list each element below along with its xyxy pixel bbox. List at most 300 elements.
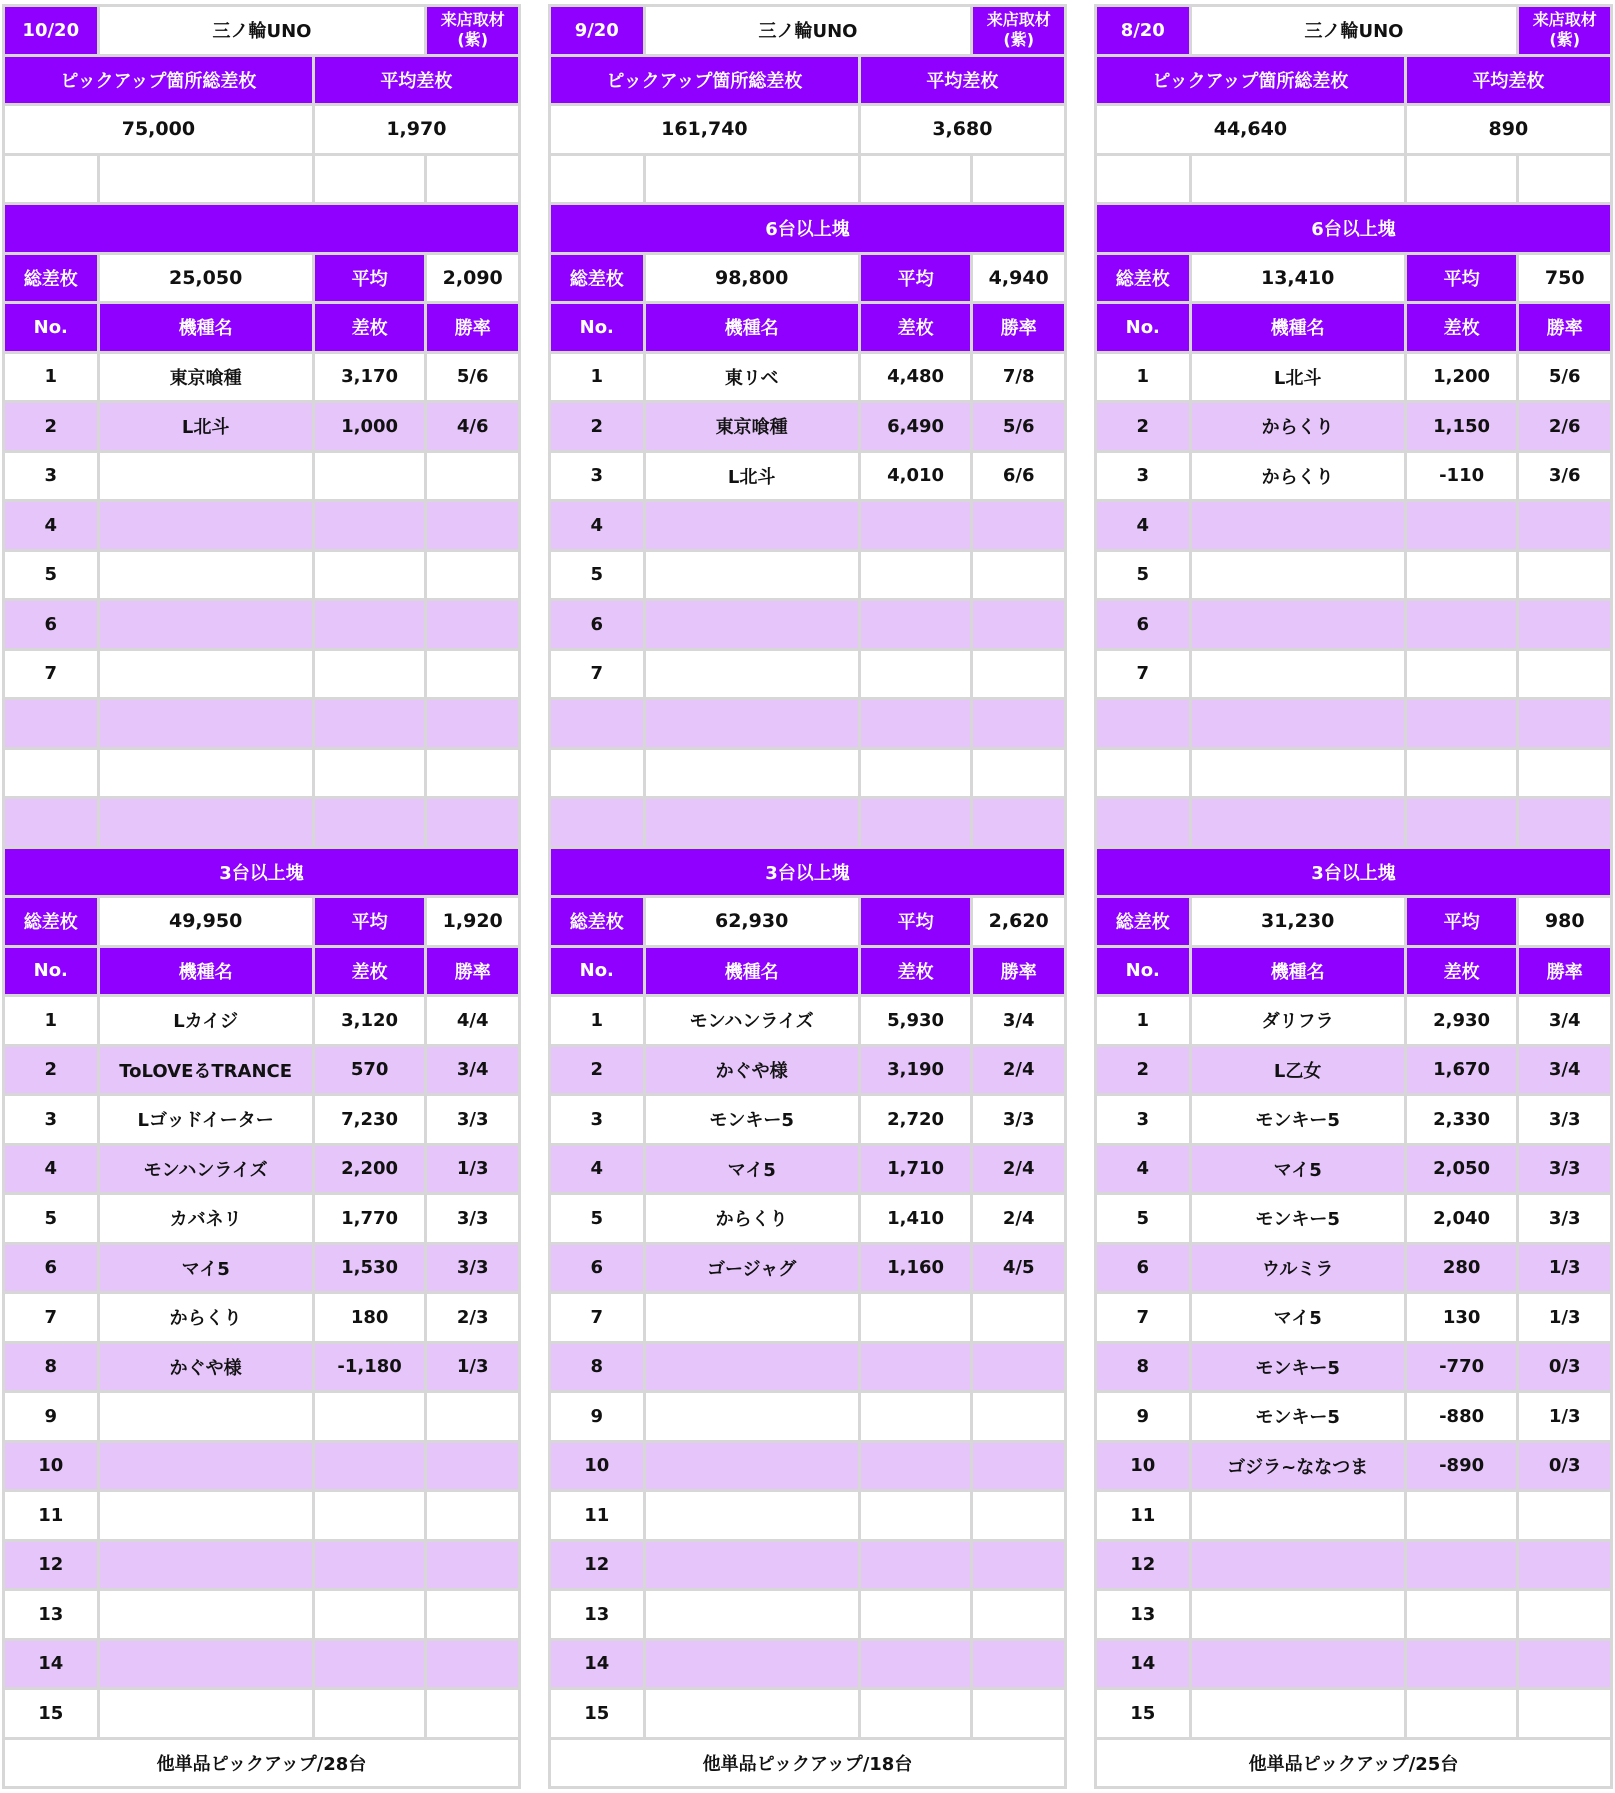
cell-no [551,799,643,846]
average-label: 平均 [315,255,425,302]
cell-machine [646,750,858,797]
footer-note: 他単品ピックアップ/25台 [1097,1740,1610,1787]
cell-winrate [973,651,1064,698]
cell-diff [861,502,971,549]
cell-machine [100,1591,312,1638]
cell-no: 11 [551,1492,643,1539]
avg-diff-value: 3,680 [861,106,1064,153]
cell-no: 4 [5,1146,97,1193]
table-row [5,1492,518,1539]
cell-machine [100,1443,312,1490]
cell-machine: かぐや様 [100,1344,312,1391]
table-row [1097,651,1610,698]
cell-winrate [427,1443,518,1490]
pickup-total-value: 75,000 [5,106,312,153]
cell-winrate: 3/3 [1519,1146,1610,1193]
table-row [1097,1047,1610,1094]
total-value: 49,950 [100,898,312,945]
cell-winrate: 1/3 [427,1344,518,1391]
cell-diff [861,601,971,648]
cell-diff: -770 [1407,1344,1517,1391]
spacer-cell [1519,156,1610,203]
cell-diff [861,1492,971,1539]
total-label: 総差枚 [5,255,97,302]
cell-no: 14 [5,1641,97,1688]
table-row [551,1047,1064,1094]
table-row [551,601,1064,648]
cell-no [5,799,97,846]
table-row [1097,997,1610,1044]
cell-diff: -1,180 [315,1344,425,1391]
average-label: 平均 [1407,255,1517,302]
table-row [1097,1443,1610,1490]
header-machine: 機種名 [100,948,312,995]
header-no: No. [5,304,97,351]
cell-no: 15 [5,1690,97,1737]
cell-diff [1407,552,1517,599]
section-title: 3台以上塊 [5,849,518,896]
cell-no: 7 [551,651,643,698]
cell-diff: 1,160 [861,1245,971,1292]
table-row [5,403,518,450]
cell-machine [100,1393,312,1440]
spacer-cell [1097,156,1189,203]
cell-winrate [973,1393,1064,1440]
cell-winrate [1519,1641,1610,1688]
pickup-total-label: ピックアップ箇所総差枚 [1097,57,1404,104]
table-row [551,502,1064,549]
cell-no: 8 [551,1344,643,1391]
table-row [1097,799,1610,846]
cell-winrate [1519,1492,1610,1539]
total-label: 総差枚 [551,898,643,945]
cell-diff: -890 [1407,1443,1517,1490]
cell-winrate: 2/6 [1519,403,1610,450]
table-row [1097,1542,1610,1589]
table-row [1097,1393,1610,1440]
average-label: 平均 [861,255,971,302]
cell-winrate [427,552,518,599]
header-winrate: 勝率 [973,304,1064,351]
cell-machine: L北斗 [100,403,312,450]
report-panel [2,4,521,1789]
cell-winrate [427,1641,518,1688]
cell-machine: モンキー5 [646,1096,858,1143]
cell-winrate [973,799,1064,846]
cell-machine [646,799,858,846]
header-no: No. [1097,948,1189,995]
cell-machine: モンハンライズ [100,1146,312,1193]
table-row [1097,502,1610,549]
table-row [551,1443,1064,1490]
cell-winrate: 0/3 [1519,1443,1610,1490]
cell-machine [646,601,858,648]
cell-machine [646,1344,858,1391]
avg-diff-value: 890 [1407,106,1610,153]
cell-diff: 280 [1407,1245,1517,1292]
avg-diff-value: 1,970 [315,106,518,153]
cell-machine: マイ5 [1192,1294,1404,1341]
section-title: 3台以上塊 [551,849,1064,896]
cell-diff [1407,502,1517,549]
cell-no: 15 [551,1690,643,1737]
cell-diff [315,750,425,797]
cell-winrate: 3/3 [427,1245,518,1292]
cell-diff [861,1690,971,1737]
header-machine: 機種名 [1192,304,1404,351]
cell-diff [315,799,425,846]
cell-no: 7 [5,1294,97,1341]
cell-winrate: 3/4 [1519,1047,1610,1094]
table-row [1097,1344,1610,1391]
table-row [5,552,518,599]
cell-machine: 東リベ [646,354,858,401]
cell-machine: からくり [1192,453,1404,500]
cell-winrate: 0/3 [1519,1344,1610,1391]
cell-diff: -880 [1407,1393,1517,1440]
table-row [1097,750,1610,797]
table-row [551,1096,1064,1143]
cell-winrate [1519,601,1610,648]
footer-note: 他単品ピックアップ/28台 [5,1740,518,1787]
cell-machine [646,700,858,747]
header-diff: 差枚 [861,304,971,351]
table-row [5,453,518,500]
cell-machine [100,799,312,846]
cell-machine [100,453,312,500]
spacer-cell [973,156,1064,203]
cell-no: 13 [5,1591,97,1638]
cell-no: 9 [551,1393,643,1440]
spacer-cell [1192,156,1404,203]
cell-diff: 7,230 [315,1096,425,1143]
cell-no: 9 [1097,1393,1189,1440]
cell-winrate [427,601,518,648]
cell-diff: 2,330 [1407,1096,1517,1143]
cell-diff [1407,1492,1517,1539]
cell-no: 2 [1097,403,1189,450]
cell-machine: モンキー5 [1192,1096,1404,1143]
cell-winrate: 6/6 [973,453,1064,500]
header-no: No. [1097,304,1189,351]
spacer-cell [551,156,643,203]
cell-no [5,750,97,797]
table-row [551,700,1064,747]
cell-no [1097,700,1189,747]
header-diff: 差枚 [315,948,425,995]
cell-machine: マイ5 [646,1146,858,1193]
cell-diff [1407,1641,1517,1688]
cell-winrate [427,1492,518,1539]
cell-no: 3 [5,453,97,500]
cell-no [551,700,643,747]
cell-diff [861,1344,971,1391]
cell-winrate [1519,502,1610,549]
cell-machine [646,1294,858,1341]
cell-diff [315,502,425,549]
cell-diff [861,1294,971,1341]
cell-machine: Lカイジ [100,997,312,1044]
cell-machine [646,651,858,698]
header-winrate: 勝率 [1519,304,1610,351]
cell-no: 3 [551,453,643,500]
cell-no: 5 [5,1195,97,1242]
table-row [1097,403,1610,450]
total-value: 13,410 [1192,255,1404,302]
cell-winrate: 2/3 [427,1294,518,1341]
table-row [5,1443,518,1490]
cell-no: 7 [5,651,97,698]
cell-no: 8 [1097,1344,1189,1391]
cell-diff [1407,1591,1517,1638]
table-row [1097,1096,1610,1143]
cell-diff [315,453,425,500]
cell-no: 13 [1097,1591,1189,1638]
table-row [551,453,1064,500]
table-row [5,1047,518,1094]
total-value: 31,230 [1192,898,1404,945]
cell-winrate [973,502,1064,549]
table-row [5,354,518,401]
header-no: No. [551,304,643,351]
store-name: 三ノ輪UNO [1192,7,1517,54]
section-title [5,205,518,252]
cell-diff: 1,200 [1407,354,1517,401]
cell-winrate [1519,799,1610,846]
header-diff: 差枚 [1407,948,1517,995]
cell-no: 1 [551,354,643,401]
cell-no: 2 [551,403,643,450]
cell-no: 2 [1097,1047,1189,1094]
cell-winrate [427,502,518,549]
cell-winrate: 4/5 [973,1245,1064,1292]
cell-machine [646,1690,858,1737]
cell-machine: L北斗 [1192,354,1404,401]
cell-diff: 2,200 [315,1146,425,1193]
table-row [1097,1294,1610,1341]
section-title: 3台以上塊 [1097,849,1610,896]
cell-no: 4 [551,502,643,549]
cell-no: 4 [551,1146,643,1193]
cell-diff [861,1641,971,1688]
cell-no: 2 [5,403,97,450]
spacer-cell [100,156,312,203]
cell-no: 11 [1097,1492,1189,1539]
cell-no: 15 [1097,1690,1189,1737]
table-row [5,799,518,846]
cell-winrate [973,601,1064,648]
table-row [1097,1146,1610,1193]
cell-winrate [973,1344,1064,1391]
cell-diff [861,1591,971,1638]
cell-machine: ダリフラ [1192,997,1404,1044]
cell-diff: 1,530 [315,1245,425,1292]
table-row [5,1542,518,1589]
table-row [551,1591,1064,1638]
cell-machine [1192,1690,1404,1737]
table-row [1097,1690,1610,1737]
cell-diff [315,552,425,599]
cell-machine: モンハンライズ [646,997,858,1044]
cell-no: 6 [5,1245,97,1292]
table-row [1097,700,1610,747]
cell-diff [861,552,971,599]
table-row [5,601,518,648]
table-row [1097,601,1610,648]
cell-diff [315,601,425,648]
table-row [551,1690,1064,1737]
table-row [5,1245,518,1292]
cell-winrate: 3/4 [1519,997,1610,1044]
cell-winrate [973,1591,1064,1638]
cell-no: 4 [1097,1146,1189,1193]
cell-diff: 2,930 [1407,997,1517,1044]
cell-winrate: 2/4 [973,1146,1064,1193]
table-row [1097,1245,1610,1292]
cell-machine [100,502,312,549]
cell-winrate [427,1542,518,1589]
table-row [5,1096,518,1143]
table-row [5,1641,518,1688]
cell-winrate: 7/8 [973,354,1064,401]
average-value: 1,920 [427,898,518,945]
spacer-cell [315,156,425,203]
header-no: No. [5,948,97,995]
cell-winrate [427,1393,518,1440]
cell-machine [1192,1591,1404,1638]
cell-machine [100,601,312,648]
cell-no: 1 [5,997,97,1044]
cell-machine [1192,1641,1404,1688]
cell-machine [646,1492,858,1539]
header-winrate: 勝率 [427,948,518,995]
table-row [5,1690,518,1737]
table-row [5,651,518,698]
cell-winrate [973,1641,1064,1688]
cell-no: 4 [5,502,97,549]
cell-diff [315,651,425,698]
cell-machine [100,1542,312,1589]
cell-no [1097,799,1189,846]
cell-winrate: 3/3 [427,1195,518,1242]
coverage-tag: 来店取材 (紫) [427,7,518,54]
cell-machine [1192,601,1404,648]
cell-no: 11 [5,1492,97,1539]
cell-winrate: 3/3 [1519,1096,1610,1143]
cell-diff [1407,651,1517,698]
cell-machine [1192,651,1404,698]
cell-machine [646,1393,858,1440]
cell-no: 10 [5,1443,97,1490]
cell-winrate: 1/3 [1519,1245,1610,1292]
cell-no [551,750,643,797]
table-row [1097,453,1610,500]
cell-machine [1192,700,1404,747]
cell-machine: マイ5 [1192,1146,1404,1193]
avg-diff-label: 平均差枚 [315,57,518,104]
cell-diff: -110 [1407,453,1517,500]
cell-no: 3 [1097,453,1189,500]
pickup-total-value: 161,740 [551,106,858,153]
cell-machine [646,1641,858,1688]
cell-machine: 東京喰種 [646,403,858,450]
table-row [5,502,518,549]
header-winrate: 勝率 [427,304,518,351]
cell-no: 3 [1097,1096,1189,1143]
cell-machine [100,700,312,747]
cell-winrate [973,700,1064,747]
cell-no: 2 [5,1047,97,1094]
cell-no: 2 [551,1047,643,1094]
cell-no: 7 [1097,1294,1189,1341]
table-row [551,1641,1064,1688]
cell-winrate: 3/3 [1519,1195,1610,1242]
cell-machine [1192,750,1404,797]
table-row [551,1294,1064,1341]
average-value: 2,620 [973,898,1064,945]
cell-winrate [1519,1690,1610,1737]
cell-no: 14 [551,1641,643,1688]
cell-machine: モンキー5 [1192,1195,1404,1242]
average-value: 980 [1519,898,1610,945]
table-row [1097,1195,1610,1242]
section-title: 6台以上塊 [551,205,1064,252]
cell-diff [315,1690,425,1737]
cell-machine: L乙女 [1192,1047,1404,1094]
spacer-cell [427,156,518,203]
cell-no: 1 [1097,354,1189,401]
cell-no: 9 [5,1393,97,1440]
cell-no: 7 [551,1294,643,1341]
total-value: 25,050 [100,255,312,302]
cell-no: 12 [1097,1542,1189,1589]
cell-diff: 2,050 [1407,1146,1517,1193]
cell-winrate [427,700,518,747]
header-machine: 機種名 [646,304,858,351]
pickup-total-label: ピックアップ箇所総差枚 [551,57,858,104]
table-row [551,1245,1064,1292]
footer-note: 他単品ピックアップ/18台 [551,1740,1064,1787]
average-value: 4,940 [973,255,1064,302]
table-row [5,1195,518,1242]
cell-winrate [973,1492,1064,1539]
spacer-cell [861,156,971,203]
cell-diff [315,1443,425,1490]
cell-machine [646,552,858,599]
coverage-tag: 来店取材 (紫) [1519,7,1610,54]
cell-machine [646,1591,858,1638]
cell-winrate: 1/3 [427,1146,518,1193]
table-row [5,700,518,747]
cell-diff: 3,120 [315,997,425,1044]
pickup-total-label: ピックアップ箇所総差枚 [5,57,312,104]
table-row [551,552,1064,599]
cell-no: 14 [1097,1641,1189,1688]
cell-diff [1407,601,1517,648]
cell-no: 1 [5,354,97,401]
cell-machine: マイ5 [100,1245,312,1292]
cell-no: 3 [5,1096,97,1143]
cell-no: 10 [551,1443,643,1490]
cell-winrate [1519,1542,1610,1589]
cell-winrate [1519,700,1610,747]
cell-machine [1192,1492,1404,1539]
cell-diff [861,750,971,797]
cell-diff: 1,770 [315,1195,425,1242]
table-row [5,1146,518,1193]
table-row [5,1344,518,1391]
cell-winrate: 1/3 [1519,1294,1610,1341]
